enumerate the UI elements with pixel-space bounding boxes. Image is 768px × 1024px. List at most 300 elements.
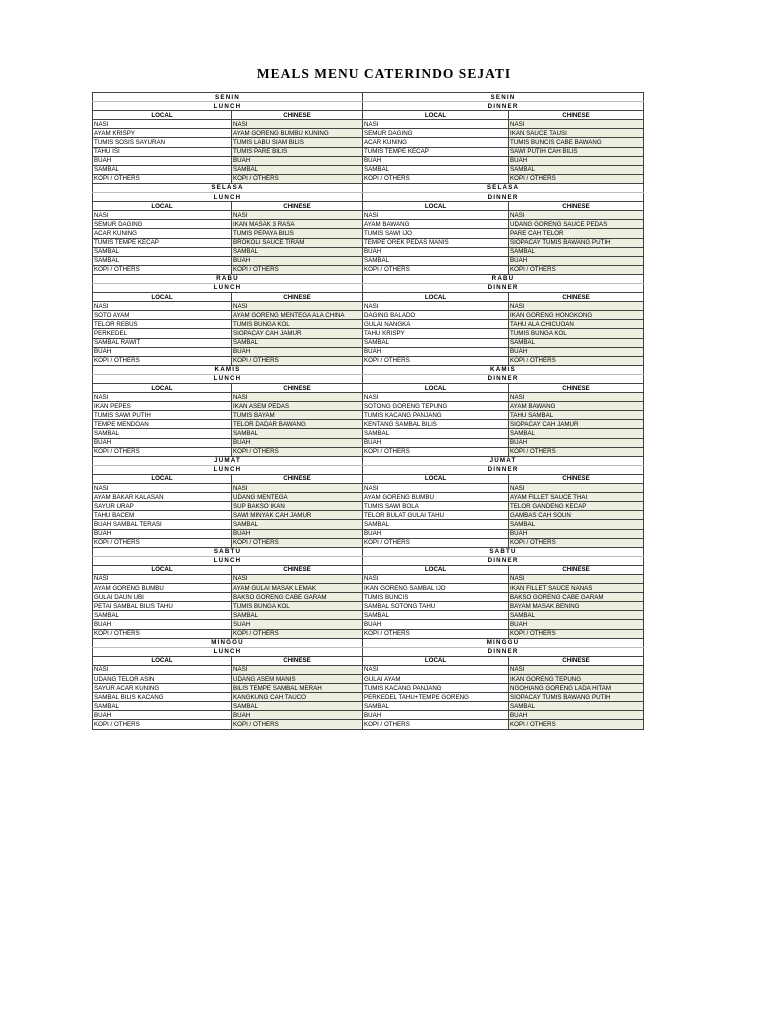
dinner-local-item: KOPI / OTHERS [363,356,509,365]
dinner-day-label: SENIN [363,93,644,102]
dinner-local-item: AYAM BAWANG [363,220,509,229]
lunch-chinese-item: SUAH [232,620,363,629]
lunch-chinese-item: SIOPACAY CAH JAMUR [232,329,363,338]
dinner-local-item: NASI [363,574,509,583]
dinner-label: DINNER [363,193,644,202]
dinner-label: DINNER [363,556,644,565]
dinner-local-header: LOCAL [363,111,509,120]
dinner-chinese-header: CHINESE [509,656,644,665]
lunch-local-item: SAMBAL [93,247,232,256]
lunch-chinese-item: AYAM GULAI MASAK LEMAK [232,584,363,593]
lunch-chinese-item: TELOR DADAR BAWANG [232,420,363,429]
lunch-chinese-header: CHINESE [232,111,363,120]
meal-header-row [93,283,644,292]
lunch-chinese-header: CHINESE [232,384,363,393]
lunch-chinese-item: NASI [232,120,363,129]
menu-row [93,402,644,411]
dinner-chinese-item: SAMBAL [509,611,644,620]
lunch-chinese-item: TUMIS PARE BILIS [232,147,363,156]
lunch-local-item: SAMBAL RAWIT [93,338,232,347]
lunch-chinese-item: KOPI / OTHERS [232,265,363,274]
menu-row [93,538,644,547]
menu-row [93,675,644,684]
day-header-row [93,547,644,556]
lunch-local-item: KOPI / OTHERS [93,447,232,456]
meal-header-row [93,374,644,383]
lunch-local-item: SOTO AYAM [93,311,232,320]
dinner-chinese-item: BUAH [509,620,644,629]
dinner-local-item: SEMUR DAGING [363,129,509,138]
dinner-local-item: KOPI / OTHERS [363,720,509,729]
lunch-local-item: KOPI / OTHERS [93,174,232,183]
column-header-row [93,293,644,302]
lunch-local-item: AYAM KRISPY [93,129,232,138]
dinner-label: DINNER [363,374,644,383]
dinner-chinese-item: NASI [509,302,644,311]
dinner-day-label: RABU [363,274,644,283]
lunch-local-item: KOPI / OTHERS [93,265,232,274]
dinner-chinese-item: SAMBAL [509,702,644,711]
menu-row [93,620,644,629]
dinner-chinese-header: CHINESE [509,384,644,393]
menu-row [93,338,644,347]
dinner-chinese-header: CHINESE [509,474,644,483]
lunch-local-item: NASI [93,302,232,311]
lunch-chinese-header: CHINESE [232,474,363,483]
dinner-chinese-item: BAKSO GORENG CABE GARAM [509,593,644,602]
page-title: MEALS MENU CATERINDO SEJATI [256,66,512,81]
dinner-chinese-header: CHINESE [509,111,644,120]
menu-row [93,347,644,356]
dinner-local-item: KENTANG SAMBAL BILIS [363,420,509,429]
lunch-local-header: LOCAL [93,293,232,302]
dinner-local-item: SOTONG GORENG TEPUNG [363,402,509,411]
dinner-chinese-item: BAYAM MASAK BENING [509,602,644,611]
dinner-chinese-item: KOPI / OTHERS [509,447,644,456]
dinner-chinese-item: NASI [509,120,644,129]
lunch-local-item: KOPI / OTHERS [93,356,232,365]
lunch-chinese-item: NASI [232,665,363,674]
column-header-row [93,474,644,483]
menu-row [93,511,644,520]
meal-header-row [93,556,644,565]
lunch-chinese-item: IKAN ASEM PEDAS [232,402,363,411]
lunch-local-header: LOCAL [93,202,232,211]
lunch-chinese-header: CHINESE [232,656,363,665]
dinner-local-item: BUAH [363,156,509,165]
lunch-chinese-header: CHINESE [232,565,363,574]
menu-row [93,529,644,538]
meal-header-row [93,647,644,656]
lunch-label: LUNCH [93,193,363,202]
menu-row [93,711,644,720]
lunch-local-item: SAMBAL [93,165,232,174]
dinner-local-item: SAMBAL [363,702,509,711]
lunch-chinese-item: SUP BAKSO IKAN [232,502,363,511]
menu-row [93,602,644,611]
lunch-chinese-item: NASI [232,302,363,311]
lunch-local-item: SAMBAL [93,611,232,620]
dinner-chinese-item: KOPI / OTHERS [509,538,644,547]
lunch-chinese-item: AYAM GORENG BUMBU KUNING [232,129,363,138]
dinner-local-item: TEMPE OREK PEDAS MANIS [363,238,509,247]
dinner-local-item: AYAM GORENG BUMBU [363,493,509,502]
column-header-row [93,202,644,211]
dinner-local-item: KOPI / OTHERS [363,538,509,547]
dinner-local-header: LOCAL [363,565,509,574]
dinner-local-item: DAGING BALADO [363,311,509,320]
lunch-local-item: TUMIS SAWI PUTIH [93,411,232,420]
lunch-local-item: PETAI SAMBAL BILIS TAHU [93,602,232,611]
lunch-local-item: TELOR REBUS [93,320,232,329]
lunch-local-item: NASI [93,665,232,674]
menu-row [93,702,644,711]
lunch-local-header: LOCAL [93,474,232,483]
menu-row [93,684,644,693]
dinner-local-item: SAMBAL [363,429,509,438]
dinner-chinese-item: BUAH [509,256,644,265]
menu-row [93,447,644,456]
dinner-chinese-item: IKAN FILLET SAUCE NANAS [509,584,644,593]
menu-row [93,220,644,229]
lunch-chinese-item: BUAH [232,156,363,165]
dinner-local-item: BUAH [363,529,509,538]
menu-row [93,693,644,702]
lunch-local-header: LOCAL [93,111,232,120]
dinner-chinese-item: KOPI / OTHERS [509,629,644,638]
lunch-local-item: AYAM BAKAR KALASAN [93,493,232,502]
lunch-local-item: PERKEDEL [93,329,232,338]
lunch-label: LUNCH [93,465,363,474]
dinner-local-header: LOCAL [363,656,509,665]
menu-row [93,265,644,274]
lunch-local-item: BUAH [93,529,232,538]
lunch-local-item: NASI [93,120,232,129]
lunch-chinese-item: IKAN MASAK 3 RASA [232,220,363,229]
lunch-local-item: UDANG TELOR ASIN [93,675,232,684]
menu-row [93,238,644,247]
menu-row [93,593,644,602]
menu-row [93,393,644,402]
menu-row [93,229,644,238]
dinner-local-item: ACAR KUNING [363,138,509,147]
lunch-label: LUNCH [93,374,363,383]
dinner-local-header: LOCAL [363,474,509,483]
lunch-local-header: LOCAL [93,656,232,665]
dinner-chinese-item: TUMIS BUNCIS CABE BAWANG [509,138,644,147]
menu-row [93,138,644,147]
dinner-chinese-item: SAMBAL [509,338,644,347]
lunch-local-item: BUAH [93,156,232,165]
dinner-local-item: PERKEDEL TAHU+TEMPE GORENG [363,693,509,702]
lunch-chinese-item: BUAH [232,529,363,538]
dinner-chinese-item: NASI [509,574,644,583]
dinner-local-item: TELOR BULAT GULAI TAHU [363,511,509,520]
lunch-chinese-item: BROKOLI SAUCE TIRAM [232,238,363,247]
dinner-chinese-item: GAMBAS CAH SOUN [509,511,644,520]
dinner-label: DINNER [363,283,644,292]
dinner-day-label: SABTU [363,547,644,556]
lunch-chinese-item: KANGKUNG CAH TAUCO [232,693,363,702]
lunch-local-item: BUAH [93,347,232,356]
lunch-chinese-item: KOPI / OTHERS [232,629,363,638]
lunch-local-item: GULAI DAUN UBI [93,593,232,602]
dinner-local-item: SAMBAL [363,520,509,529]
menu-row [93,411,644,420]
lunch-day-label: RABU [93,274,363,283]
dinner-chinese-header: CHINESE [509,202,644,211]
dinner-chinese-header: CHINESE [509,293,644,302]
lunch-chinese-item: TUMIS BUNGA KOL [232,602,363,611]
dinner-chinese-item: BUAH [509,711,644,720]
dinner-local-item: BUAH [363,438,509,447]
day-header-row [93,274,644,283]
lunch-chinese-header: CHINESE [232,293,363,302]
menu-row [93,120,644,129]
menu-row [93,329,644,338]
lunch-chinese-item: SAMBAL [232,338,363,347]
column-header-row [93,384,644,393]
dinner-local-item: KOPI / OTHERS [363,629,509,638]
dinner-chinese-item: UDANG GORENG SAUCE PEDAS [509,220,644,229]
lunch-chinese-item: KOPI / OTHERS [232,356,363,365]
dinner-day-label: SELASA [363,183,644,192]
menu-row [93,629,644,638]
dinner-local-item: BUAH [363,711,509,720]
dinner-local-item: BUAH [363,247,509,256]
menu-table [92,92,644,730]
dinner-chinese-item: KOPI / OTHERS [509,356,644,365]
lunch-local-item: TUMIS TEMPE KECAP [93,238,232,247]
dinner-local-item: GULAI AYAM [363,675,509,684]
lunch-chinese-item: NASI [232,393,363,402]
day-header-row [93,93,644,102]
dinner-local-item: NASI [363,393,509,402]
dinner-local-item: SAMBAL [363,338,509,347]
lunch-chinese-item: BUAH [232,711,363,720]
menu-row [93,502,644,511]
dinner-local-header: LOCAL [363,384,509,393]
menu-row [93,256,644,265]
lunch-day-label: SELASA [93,183,363,192]
lunch-chinese-item: NASI [232,484,363,493]
dinner-chinese-item: TAHU ALA CHICUOAN [509,320,644,329]
lunch-chinese-item: BUAH [232,438,363,447]
lunch-local-item: SAMBAL [93,256,232,265]
column-header-row [93,656,644,665]
menu-row [93,438,644,447]
menu-row [93,147,644,156]
lunch-local-item: BUAH [93,711,232,720]
dinner-local-item: TUMIS SAWI BOLA [363,502,509,511]
dinner-chinese-item: NGOHIANG GORENG LADA HITAM [509,684,644,693]
lunch-local-item: SEMUR DAGING [93,220,232,229]
lunch-chinese-item: SAMBAL [232,247,363,256]
dinner-chinese-item: KOPI / OTHERS [509,720,644,729]
menu-row [93,247,644,256]
menu-row [93,356,644,365]
dinner-local-item: KOPI / OTHERS [363,174,509,183]
lunch-day-label: MINGGU [93,638,363,647]
lunch-chinese-item: UDANG ASEM MANIS [232,675,363,684]
menu-row [93,311,644,320]
lunch-chinese-header: CHINESE [232,202,363,211]
dinner-local-item: TUMIS KACANG PANJANG [363,411,509,420]
lunch-local-item: SAYUR URAP [93,502,232,511]
menu-row [93,720,644,729]
dinner-local-header: LOCAL [363,293,509,302]
lunch-chinese-item: SAMBAL [232,611,363,620]
lunch-day-label: KAMIS [93,365,363,374]
lunch-chinese-item: BILIS TEMPE SAMBAL MERAH [232,684,363,693]
dinner-local-item: BUAH [363,620,509,629]
menu-row [93,574,644,583]
lunch-local-header: LOCAL [93,384,232,393]
lunch-local-item: KOPI / OTHERS [93,629,232,638]
lunch-chinese-item: NASI [232,574,363,583]
lunch-local-item: IKAN PEPES [93,402,232,411]
dinner-chinese-item: SAMBAL [509,520,644,529]
dinner-chinese-item: SIOPACAY TUMIS BAWANG PUTIH [509,693,644,702]
dinner-local-item: SAMBAL [363,611,509,620]
dinner-chinese-item: NASI [509,393,644,402]
lunch-chinese-item: KOPI / OTHERS [232,174,363,183]
lunch-label: LUNCH [93,556,363,565]
column-header-row [93,111,644,120]
lunch-chinese-item: TUMIS PEPAYA BILIS [232,229,363,238]
dinner-day-label: MINGGU [363,638,644,647]
dinner-local-item: IKAN GORENG SAMBAL IJO [363,584,509,593]
day-header-row [93,638,644,647]
lunch-chinese-item: NASI [232,211,363,220]
lunch-local-item: BUAH [93,620,232,629]
lunch-local-item: BUAH [93,438,232,447]
lunch-label: LUNCH [93,283,363,292]
menu-row [93,520,644,529]
column-header-row [93,565,644,574]
day-header-row [93,183,644,192]
lunch-chinese-item: KOPI / OTHERS [232,538,363,547]
dinner-chinese-item: SIOPACAY CAH JAMUR [509,420,644,429]
menu-row [93,420,644,429]
lunch-local-item: SAYUR ACAR KUNING [93,684,232,693]
lunch-chinese-item: TUMIS LABU SIAM BILIS [232,138,363,147]
lunch-local-item: TEMPE MENDOAN [93,420,232,429]
dinner-chinese-item: SIOPACAY TUMIS BAWANG PUTIH [509,238,644,247]
lunch-chinese-item: KOPI / OTHERS [232,447,363,456]
dinner-local-item: SAMBAL SOTONG TAHU [363,602,509,611]
dinner-local-item: NASI [363,302,509,311]
dinner-local-item: TUMIS KACANG PANJANG [363,684,509,693]
lunch-chinese-item: UDANG MENTEGA [232,493,363,502]
menu-row [93,211,644,220]
meal-header-row [93,102,644,111]
lunch-chinese-item: SAWI MINYAK CAH JAMUR [232,511,363,520]
lunch-local-item: KOPI / OTHERS [93,720,232,729]
lunch-local-item: NASI [93,484,232,493]
lunch-local-item: SAMBAL [93,429,232,438]
lunch-local-item: KOPI / OTHERS [93,538,232,547]
lunch-local-item: NASI [93,574,232,583]
dinner-local-item: NASI [363,120,509,129]
menu-row [93,165,644,174]
dinner-chinese-item: NASI [509,665,644,674]
dinner-chinese-item: IKAN SAUCE TAUSI [509,129,644,138]
dinner-local-item: TAHU KRISPY [363,329,509,338]
menu-row [93,156,644,165]
menu-row [93,174,644,183]
dinner-chinese-item: BUAH [509,438,644,447]
dinner-local-item: KOPI / OTHERS [363,265,509,274]
dinner-chinese-item: BUAH [509,529,644,538]
lunch-day-label: SENIN [93,93,363,102]
dinner-chinese-item: SAWI PUTIH CAH BILIS [509,147,644,156]
dinner-local-item: GULAI NANGKA [363,320,509,329]
lunch-day-label: JUMAT [93,456,363,465]
menu-row [93,584,644,593]
lunch-local-item: TAHU BACEM [93,511,232,520]
dinner-day-label: KAMIS [363,365,644,374]
day-header-row [93,365,644,374]
dinner-chinese-item: SAMBAL [509,429,644,438]
dinner-local-item: TUMIS SAWI IJO [363,229,509,238]
lunch-chinese-item: SAMBAL [232,165,363,174]
dinner-chinese-item: TELOR GANDENG KECAP [509,502,644,511]
meal-header-row [93,465,644,474]
menu-row [93,665,644,674]
dinner-chinese-item: NASI [509,211,644,220]
dinner-local-item: NASI [363,211,509,220]
dinner-chinese-item: AYAM BAWANG [509,402,644,411]
lunch-local-item: TAHU ISI [93,147,232,156]
lunch-local-item: BUAH SAMBAL TERASI [93,520,232,529]
dinner-chinese-item: TAHU SAMBAL [509,411,644,420]
dinner-local-item: SAMBAL [363,165,509,174]
dinner-day-label: JUMAT [363,456,644,465]
dinner-chinese-item: PARE CAH TELOR [509,229,644,238]
lunch-chinese-item: TUMIS BAYAM [232,411,363,420]
dinner-label: DINNER [363,647,644,656]
lunch-chinese-item: BUAH [232,347,363,356]
lunch-local-item: NASI [93,393,232,402]
dinner-local-item: SAMBAL [363,256,509,265]
menu-row [93,320,644,329]
dinner-local-item: KOPI / OTHERS [363,447,509,456]
lunch-local-item: SAMBAL BILIS KACANG [93,693,232,702]
dinner-local-item: NASI [363,665,509,674]
lunch-local-item: NASI [93,211,232,220]
dinner-local-item: TUMIS BUNCIS [363,593,509,602]
day-header-row [93,456,644,465]
dinner-chinese-item: IKAN GORENG HONGKONG [509,311,644,320]
lunch-local-item: ACAR KUNING [93,229,232,238]
meal-header-row [93,193,644,202]
lunch-local-item: SAMBAL [93,702,232,711]
lunch-chinese-item: BAKSO GORENG CABE GARAM [232,593,363,602]
lunch-chinese-item: TUMIS BUNGA KOL [232,320,363,329]
menu-row [93,611,644,620]
lunch-chinese-item: AYAM GORENG MENTEGA ALA CHINA [232,311,363,320]
dinner-chinese-item: IKAN GORENG TEPUNG [509,675,644,684]
menu-row [93,493,644,502]
dinner-chinese-item: KOPI / OTHERS [509,174,644,183]
lunch-chinese-item: SAMBAL [232,520,363,529]
dinner-local-item: NASI [363,484,509,493]
lunch-local-item: AYAM GORENG BUMBU [93,584,232,593]
menu-row [93,484,644,493]
lunch-day-label: SABTU [93,547,363,556]
lunch-chinese-item: BUAH [232,256,363,265]
